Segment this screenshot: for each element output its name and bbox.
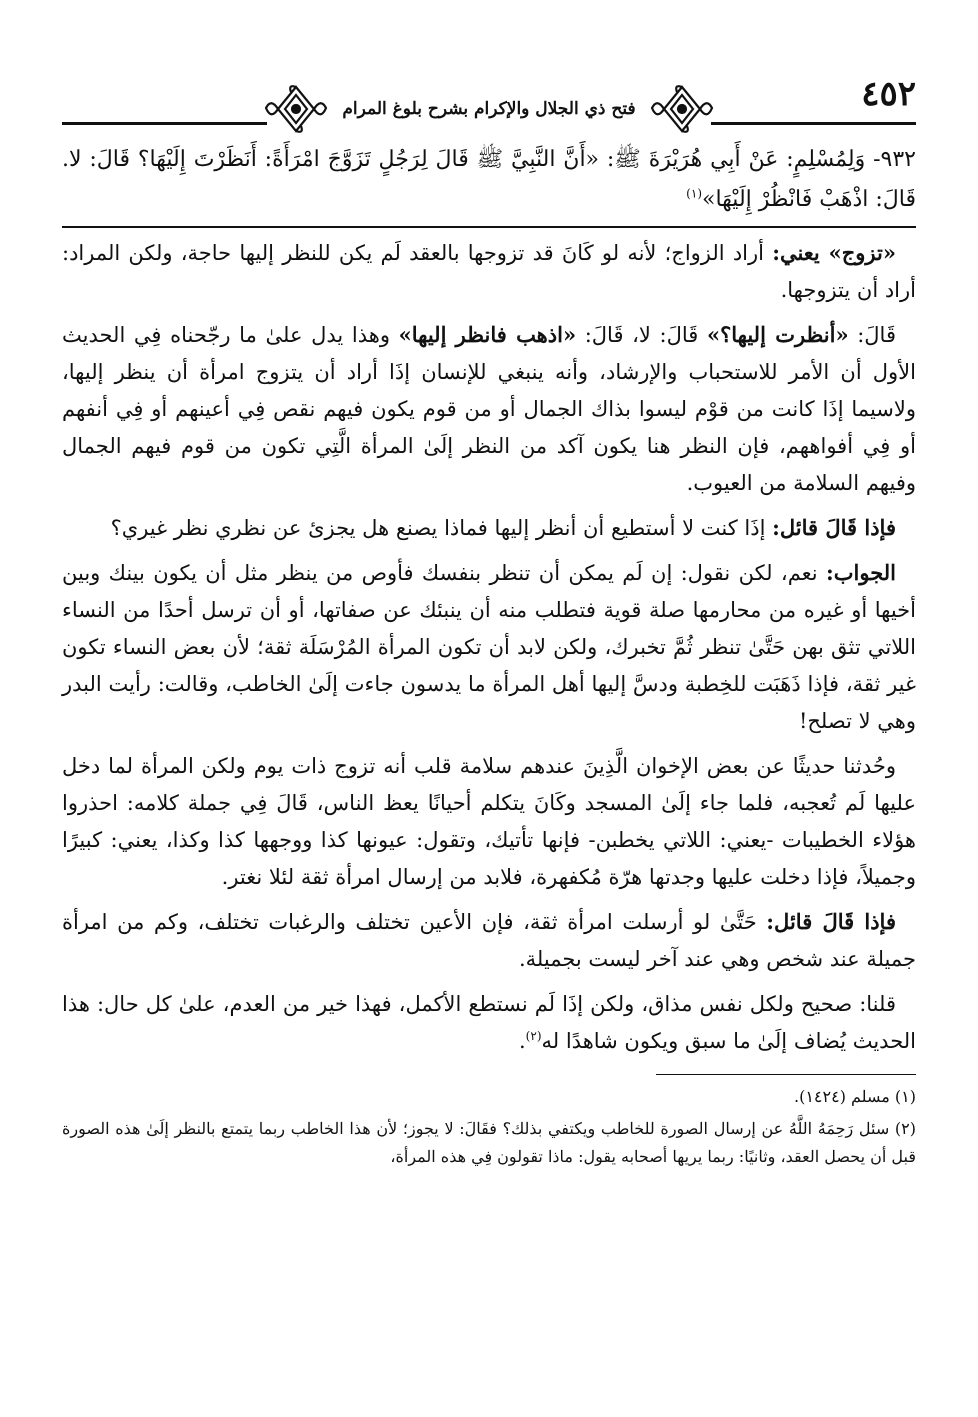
paragraph: قلنا: صحيح ولكل نفس مذاق، ولكن إذَا لَم نستطع الأكمل، فهذا خير من العدم، علىٰ كل حال: هذا الحديث يُضاف إلَىٰ ما سبق ويكون شاهدًا له$^{(٢)}$. [62, 992, 916, 1053]
book-title: فتح ذي الجلال والإكرام بشرح بلوغ المرام [342, 99, 636, 119]
book-page [62, 74, 917, 1377]
ornament-right-icon [650, 84, 714, 134]
paragraph: الجواب: نعم، لكن نقول: إن لَم يمكن أن تنظر بنفسك فأوص من ينظر مثل أن يكون بينك وبين أخيها أو غيره من محارمها صلة قوية فتطلب منه أن ينبئك عن صفاتها، أو أن ترسل أحدًا من النساء اللاتي تثق بهن حَتَّىٰ تنظر ثُمَّ تخبرك، ولكن لابد أن تكون المرأة المُرْسَلَة ثقة؛ لأن بعض النساء تكون غير ثقة، فإذا ذَهَبَت للخِطبة ودسَّ إليها أهل المرأة ما يدسون جاءت إلَىٰ الخاطب، وقالت: رأيت البدر وهي لا تصلح! [62, 560, 916, 733]
paragraph: وحُدثنا حديثًا عن بعض الإخوان الَّذِينَ عندهم سلامة قلب أنه تزوج ذات يوم ولكن المرأة لما دخل عليها لَم تُعجبه، فلما جاء إلَىٰ المسجد وكَانَ يتكلم أحيانًا يعظ الناس، قَالَ فِي جملة كلامه: احذروا هؤلاء الخطيبات -يعني: اللاتي يخطبن- فإنها تأتيك، وتقول: عيونها كذا ووجهها كذا وكذا، يعني: كبيرًا وجميلاً، فإذا دخلت عليها وجدتها هرّة مُكفهرة، فلابد من إرسال امرأة ثقة لئلا نغتر. [62, 754, 916, 889]
paragraph: فإذا قَالَ قائل: إذَا كنت لا أستطيع أن أنظر إليها فماذا يصنع هل يجزئ عن نظري نظر غيري؟ [110, 515, 896, 540]
paragraph: قَالَ: «أنظرت إليها؟» قَالَ: لا، قَالَ: «اذهب فانظر إليها» وهذا يدل علىٰ ما رجّحناه فِي الحديث الأول أن الأمر للاستحباب والإرشاد، وأنه ينبغي للإنسان إذَا أراد أن يتزوج امرأة أن ينظر إليها، ولاسيما إذَا كانت من قوْم ليسوا بذاك الجمال أو من قوم يكون فيهم نقص فِي أعينهم أو فِي أنفهم أو فِي أفواههم، فإن النظر هنا يكون آكد من النظر إلَىٰ المرأة الَّتِي تكون من قوم فيهم الجمال وفيهم السلامة من العيوب. [62, 322, 916, 495]
body-text [62, 140, 916, 1060]
hadith-text: ٩٣٢- وَلِمُسْلِمٍ: عَنْ أَبِي هُرَيْرَةَ ﷺ: «أَنَّ النَّبِيَّ ﷺ قَالَ لِرَجُلٍ تَزَوَّجَ امْرَأَةً: أَنَظَرْتَ إِلَيْهَا؟ قَالَ: لا. قَالَ: اذْهَبْ فَانْظُرْ إِلَيْهَا»$^{(١)}$ [62, 147, 916, 212]
footnote: (١) مسلم (١٤٢٤). [794, 1087, 916, 1106]
footnotes [62, 1083, 916, 1171]
page-number: ٤٥٢ [861, 74, 916, 114]
paragraph: «تزوج» يعني: أراد الزواج؛ لأنه لو كَانَ قد تزوجها بالعقد لَم يكن للنظر إليها حاجة، ولكن المراد: أراد أن يتزوجها. [62, 240, 916, 302]
paragraph: فإذا قَالَ قائل: حَتَّىٰ لو أرسلت امرأة ثقة، فإن الأعين تختلف والرغبات تختلف، وكم من امرأة جميلة عند شخص وهي عند آخر ليست بجميلة. [62, 909, 916, 971]
footnote-ref: (١) [686, 186, 702, 201]
header-band [267, 92, 711, 126]
hadith-separator [62, 226, 916, 228]
footnote-rule [656, 1074, 916, 1075]
footnote: (٢) سئل رَحِمَهُ اللَّهُ عن إرسال الصورة للخاطب ويكتفي بذلك؟ فقَالَ: لا يجوز؛ لأن هذا الخاطب ربما يتمتع بالنظر إلَىٰ هذه الصورة قبل أن يحصل العقد، وثانيًا: ربما يريها أصحابه يقول: ماذا تقولون فِي هذه المرأة، [62, 1119, 917, 1166]
ornament-left-icon [264, 84, 328, 134]
running-header [62, 74, 916, 140]
footnote-ref: (٢) [525, 1029, 542, 1043]
